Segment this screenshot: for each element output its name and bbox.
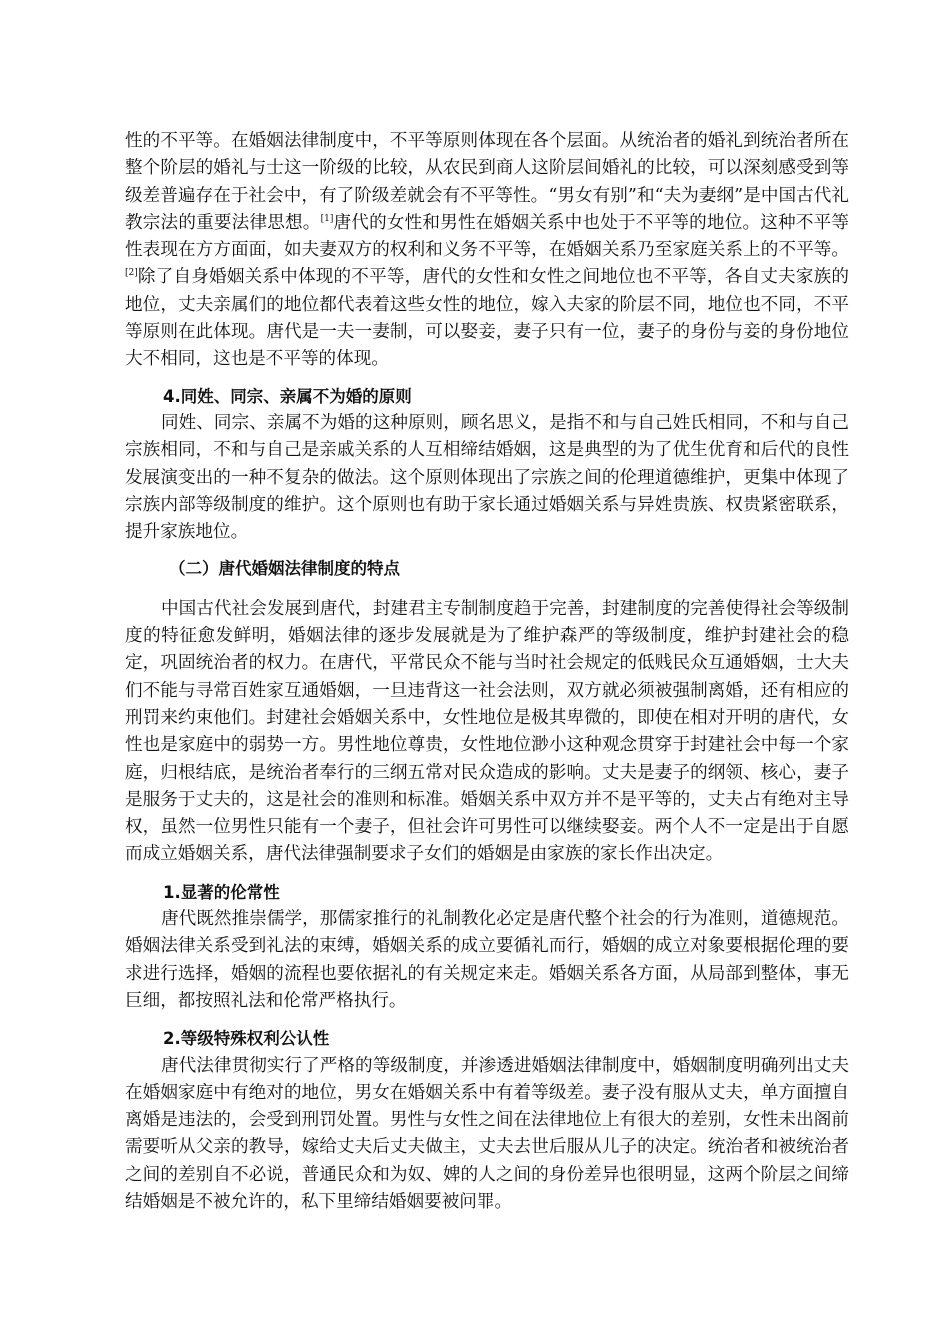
paragraph-inequality — [125, 128, 849, 374]
section-heading-characteristics: （二）唐代婚姻法律制度的特点 — [169, 559, 400, 579]
document-page — [125, 128, 849, 1216]
paragraph-text: 性的不平等。在婚姻法律制度中，不平等原则体现在各个层面。从统治者的婚礼到统治者所在整个阶层的婚礼与士这一阶级的比较，从农民到商人这阶层间婚礼的比较，可以深刻感受到等级差普遍存在于社会中，有了阶级差就会有不平等性。“男女有别”和“夫为妻纲”是中国古代礼教宗法的重要法律思想。 — [125, 131, 849, 233]
paragraph-ethics: 唐代既然推崇儒学，那儒家推行的礼制教化必定是唐代整个社会的行为准则，道德规范。婚姻法律关系受到礼法的束缚，婚姻关系的成立要循礼而行，婚姻的成立对象要根据伦理的要求进行选择，婚姻的流程也要依据礼的有关规定来走。婚姻关系各方面，从局部到整体，事无巨细，都按照礼法和伦常严格执行。 — [125, 909, 849, 1011]
paragraph-same-surname-rule: 同姓、同宗、亲属不为婚的这种原则，顾名思义，是指不和与自己姓氏相同，不和与自己宗族相同，不和与自己是亲戚关系的人互相缔结婚姻，这是典型的为了优生优育和后代的良性发展演变出的一种不复杂的做法。这个原则体现出了宗族之间的伦理道德维护，更集中体现了宗族内部等级制度的维护。这个原则也有助于家长通过婚姻关系与异姓贵族、权贵紧密联系，提升家族地位。 — [125, 412, 849, 543]
paragraph-text: 唐代的女性和男性在婚姻关系中也处于不平等的地位。这种不平等性表现在方方面面，如夫妻双方的权利和义务不平等，在婚姻关系乃至家庭关系上的不平等。 — [125, 212, 849, 261]
paragraph-text: 除了自身婚姻关系中体现的不平等，唐代的女性和女性之间地位也不平等，各自丈夫家族的地位，丈夫亲属们的地位都代表着这些女性的地位，嫁入夫家的阶层不同，地位也不同，不平等原则在此体现。唐代是一夫一妻制，可以娶妾，妻子只有一位，妻子的身份与妾的身份地位大不相同，这也是不平等的体现。 — [125, 267, 849, 370]
citation-2[interactable]: [2] — [125, 268, 138, 279]
paragraph-hierarchy-rights: 唐代法律贯彻实行了严格的等级制度，并渗透进婚姻法律制度中，婚姻制度明确列出丈夫在婚姻家庭中有绝对的地位，男女在婚姻关系中有着等级差。妻子没有服从丈夫，单方面擅自离婚是违法的，会受到刑罚处置。男性与女性之间在法律地位上有很大的差别，女性未出阁前需要听从父亲的教导，嫁给丈夫后丈夫做主，丈夫去世后服从儿子的决定。统治者和被统治者之间的差别自不必说，普通民众和为奴、婢的人之间的身份差异也很明显，这两个阶层之间缔结婚姻是不被允许的，私下里缔结婚姻要被问罪。 — [125, 1055, 849, 1212]
heading-hierarchy-rights: 2.等级特殊权利公认性 — [163, 1029, 330, 1049]
paragraph-characteristics: 中国古代社会发展到唐代，封建君主专制制度趋于完善，封建制度的完善使得社会等级制度的特征愈发鲜明，婚姻法律的逐步发展就是为了维护森严的等级制度，维护封建社会的稳定，巩固统治者的权力。在唐代，平常民众不能与当时社会规定的低贱民众互通婚姻，士大夫们不能与寻常百姓家互通婚姻，一旦违背这一社会法则，双方就必须被强制离婚，还有相应的刑罚来约束他们。封建社会婚姻关系中，女性地位是极其卑微的，即使在相对开明的唐代，女性也是家庭中的弱势一方。男性地位尊贵，女性地位渺小这种观念贯穿于封建社会中每一个家庭，归根结底，是统治者奉行的三纲五常对民众造成的影响。丈夫是妻子的纲领、核心，妻子是服务于丈夫的，这是社会的准则和标准。婚姻关系中双方并不是平等的，丈夫占有绝对主导权，虽然一位男性只能有一个妻子，但社会许可男性可以继续娶妾。两个人不一定是出于自愿而成立婚姻关系，唐代法律强制要求子女们的婚姻是由家族的家长作出决定。 — [125, 598, 849, 865]
citation-1[interactable]: [1] — [320, 213, 334, 224]
heading-ethics: 1.显著的伦常性 — [163, 882, 280, 902]
heading-same-surname-rule: 4.同姓、同宗、亲属不为婚的原则 — [163, 386, 412, 406]
